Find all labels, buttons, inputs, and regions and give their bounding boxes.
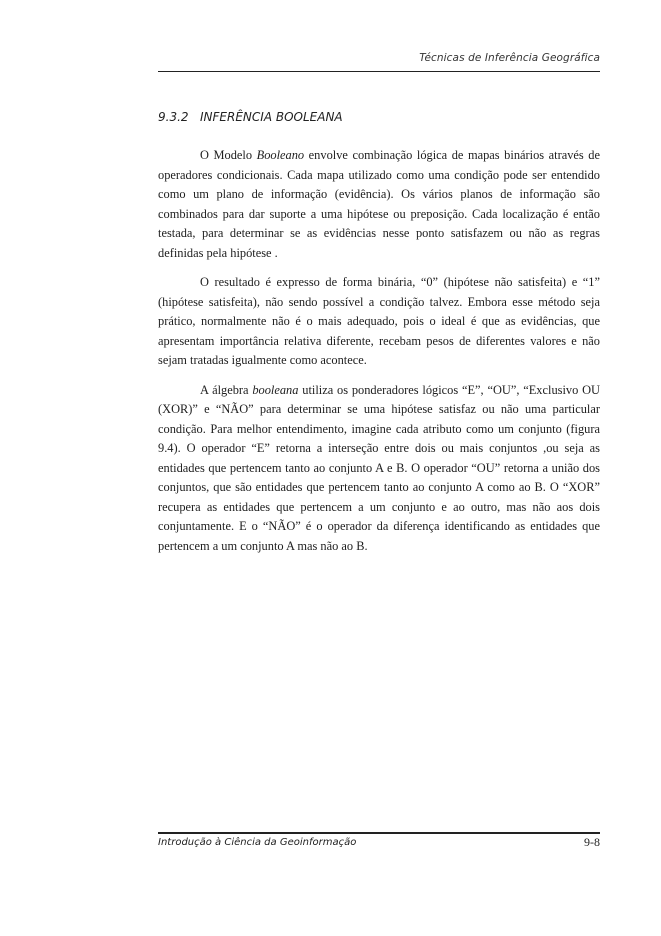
footer-divider <box>158 832 600 834</box>
section-number: 9.3.2 <box>158 110 189 124</box>
header-divider <box>158 71 600 72</box>
paragraph-1-post: envolve combinação lógica de mapas binários através de operadores condicionais. Cada mapa utilizado como uma condição pode ser entendido como um plano de informação (evidência). Os vários planos de informação são combinados para dar suporte a uma hipótese ou preposição. Cada localização é então testada, para determinar se as evidências nesse ponto satisfazem ou não as regras definidas pela hipótese . <box>158 148 600 260</box>
paragraph-3-post: utiliza os ponderadores lógicos “E”, “OU”, “Exclusivo OU (XOR)” e “NÃO” para determinar se uma hipótese satisfaz ou não uma particular condição. Para melhor entendimento, imagine cada atributo como um conjunto (figura 9.4). O operador “E” retorna a interseção entre dois ou mais conjuntos ,ou seja as entidades que pertencem tanto ao conjunto A e B. O operador “OU” retorna a união dos conjuntos, que são entidades que pertencem tanto ao conjunto A como ao B. O “XOR” recupera as entidades que pertencem a um conjunto e ao outro, mas não aos dois conjuntamente. E o “NÃO” é o operador da diferença identificando as entidades que pertencem a um conjunto A mas não ao B. <box>158 382 600 553</box>
paragraph-3-pre: A álgebra <box>200 382 253 397</box>
paragraph-1-pre: O Modelo <box>200 148 257 162</box>
paragraph-1 <box>158 146 600 263</box>
paragraph-2 <box>158 273 600 371</box>
paragraph-3-emphasis: booleana <box>252 382 299 397</box>
paragraph-1-emphasis: Booleano <box>256 148 305 162</box>
section-title: INFERÊNCIA BOOLEANA <box>200 110 343 124</box>
page-number: 9-8 <box>584 835 600 849</box>
body-text <box>158 146 600 566</box>
paragraph-3 <box>158 381 600 557</box>
running-header: Técnicas de Inferência Geográfica <box>419 52 600 64</box>
paragraph-2-pre: O resultado é expresso de forma binária, “0” (hipótese não satisfeita) e “1” (hipótese satisfeita), não sendo possível a condição talvez. Embora esse método seja prático, normalmente não é o mais adequado, pois o ideal é que as evidências, que apresentam importância relativa diferente, recebam pesos de diferentes valores e não sejam tratadas igualmente como acontece. <box>158 275 600 367</box>
footer-book-title: Introdução à Ciência da Geoinformação <box>158 837 357 848</box>
section-heading <box>158 110 343 124</box>
